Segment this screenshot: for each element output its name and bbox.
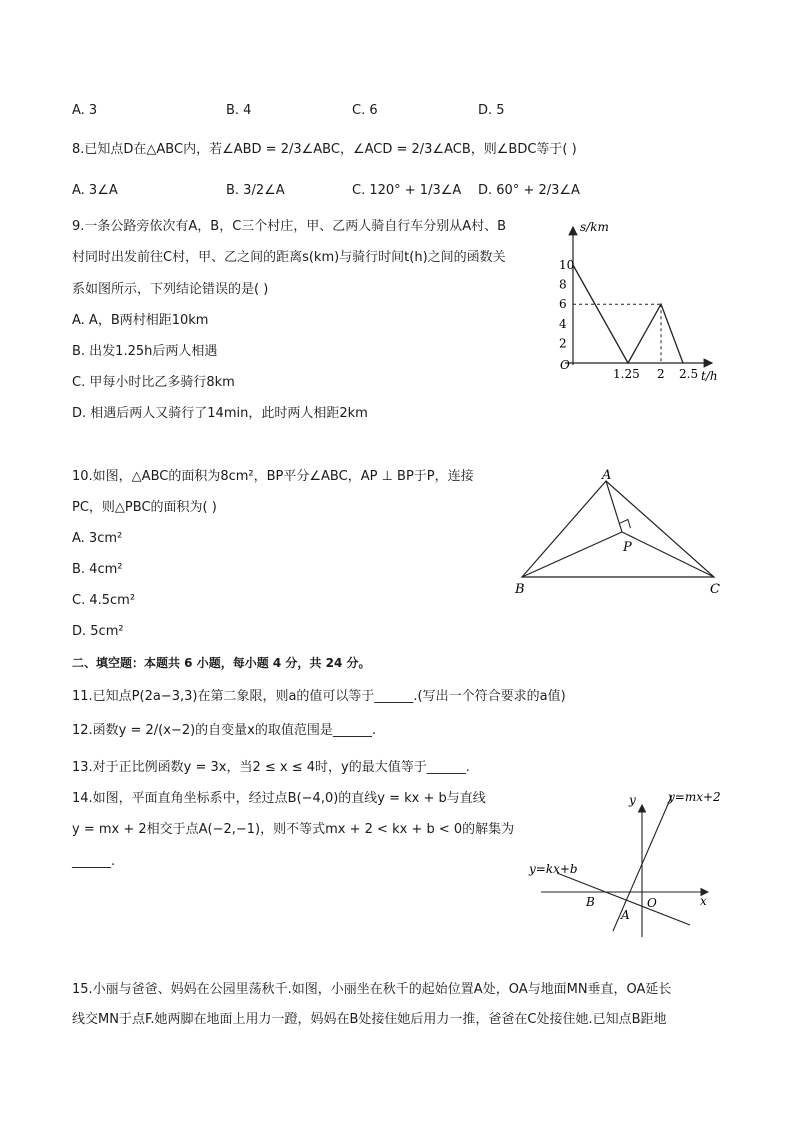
q13-text: 13.对于正比例函数y = 3x，当2 ≤ x ≤ 4时，y的最大值等于______. xyxy=(72,760,470,775)
q7-option-b: B. 4 xyxy=(226,103,252,118)
q9-option-b: B. 出发1.25h后两人相遇 xyxy=(72,344,218,359)
q8-option-a: A. 3∠A xyxy=(72,183,118,198)
q9-x-tick-label: 2 xyxy=(657,367,665,381)
q10-label-a: A xyxy=(602,468,612,483)
q9-x-axis-label: t/h xyxy=(701,369,718,383)
q9-stem-line-2: 村同时出发前往C村，甲、乙之间的距离s(km)与骑行时间t(h)之间的函数关 xyxy=(72,250,506,265)
q9-series-line xyxy=(573,265,683,363)
q14-stem-line-3: ______. xyxy=(72,854,116,869)
q10-label-p: P xyxy=(623,540,632,555)
q8-option-b: B. 3/2∠A xyxy=(226,183,285,198)
q14-label-y: y xyxy=(629,793,636,807)
q9-stem-line-3: 系如图所示，下列结论错误的是( ) xyxy=(72,282,269,297)
q10-segment-bp xyxy=(522,532,622,577)
q15-stem-line-1: 15.小丽与爸爸、妈妈在公园里荡秋千.如图，小丽坐在秋千的起始位置A处，OA与地面MN垂直，OA延长 xyxy=(72,982,672,997)
section-2-title: 二、填空题：本题共 6 小题，每小题 4 分，共 24 分。 xyxy=(72,656,371,670)
q15-stem-line-2: 线交MN于点F.她两脚在地面上用力一蹬，妈妈在B处接住她后用力一推，爸爸在C处接住她.已知点B距地 xyxy=(72,1012,667,1027)
q9-y-axis-label: s/km xyxy=(580,220,609,234)
q9-origin-label: O xyxy=(560,358,570,372)
q10-segment-pc xyxy=(622,532,714,577)
q9-y-tick-label: 2 xyxy=(559,336,567,351)
q8-option-c: C. 120° + 1/3∠A xyxy=(352,183,462,198)
q14-stem-line-2: y = mx + 2相交于点A(−2,−1)，则不等式mx + 2 < kx + b < 0的解集为 xyxy=(72,822,515,837)
q9-option-c: C. 甲每小时比乙多骑行8km xyxy=(72,375,235,390)
q9-y-tick-label: 8 xyxy=(559,277,567,292)
q11-text: 11.已知点P(2a−3,3)在第二象限，则a的值可以等于______.(写出一个符合要求的a值) xyxy=(72,689,566,704)
q8-stem: 8.已知点D在△ABC内，若∠ABD = 2/3∠ABC，∠ACD = 2/3∠ACB，则∠BDC等于( ) xyxy=(72,142,577,157)
q14-label-b: B xyxy=(586,895,595,909)
q9-y-tick-label: 6 xyxy=(559,297,567,312)
q9-y-tick-label: 4 xyxy=(559,316,567,331)
q9-distance-time-graph xyxy=(550,215,730,390)
q14-label-o: O xyxy=(647,896,657,910)
q8-option-d: D. 60° + 2/3∠A xyxy=(478,183,580,198)
q10-option-d: D. 5cm² xyxy=(72,624,124,639)
q10-label-c: C xyxy=(710,582,720,597)
q7-option-c: C. 6 xyxy=(352,103,378,118)
q10-stem-line-1: 10.如图，△ABC的面积为8cm²，BP平分∠ABC，AP ⊥ BP于P，连接 xyxy=(72,469,474,484)
q14-label-line2: y=kx+b xyxy=(529,862,578,876)
q9-option-d: D. 相遇后两人又骑行了14min，此时两人相距2km xyxy=(72,406,368,421)
q9-x-tick-label: 2.5 xyxy=(679,367,699,381)
q10-stem-line-2: PC，则△PBC的面积为( ) xyxy=(72,500,217,515)
q14-label-x: x xyxy=(700,894,707,908)
q12-text: 12.函数y = 2/(x−2)的自变量x的取值范围是______. xyxy=(72,723,377,738)
q7-option-d: D. 5 xyxy=(478,103,505,118)
q10-label-b: B xyxy=(515,582,525,597)
q10-triangle-figure xyxy=(505,465,735,605)
q9-x-tick-label: 1.25 xyxy=(613,367,640,381)
q14-label-line1: y=mx+2 xyxy=(668,790,721,804)
q14-coordinate-figure xyxy=(525,785,725,945)
q7-option-a: A. 3 xyxy=(72,103,98,118)
q9-stem-line-1: 9.一条公路旁依次有A，B，C三个村庄，甲、乙两人骑自行车分别从A村、B xyxy=(72,219,507,234)
q9-option-a: A. A，B两村相距10km xyxy=(72,313,209,328)
q14-stem-line-1: 14.如图，平面直角坐标系中，经过点B(−4,0)的直线y = kx + b与直线 xyxy=(72,791,486,806)
q10-option-b: B. 4cm² xyxy=(72,562,123,577)
q10-option-c: C. 4.5cm² xyxy=(72,593,136,608)
q14-label-a: A xyxy=(621,908,630,922)
q10-option-a: A. 3cm² xyxy=(72,531,123,546)
q9-y-tick-label: 10 xyxy=(559,258,575,272)
